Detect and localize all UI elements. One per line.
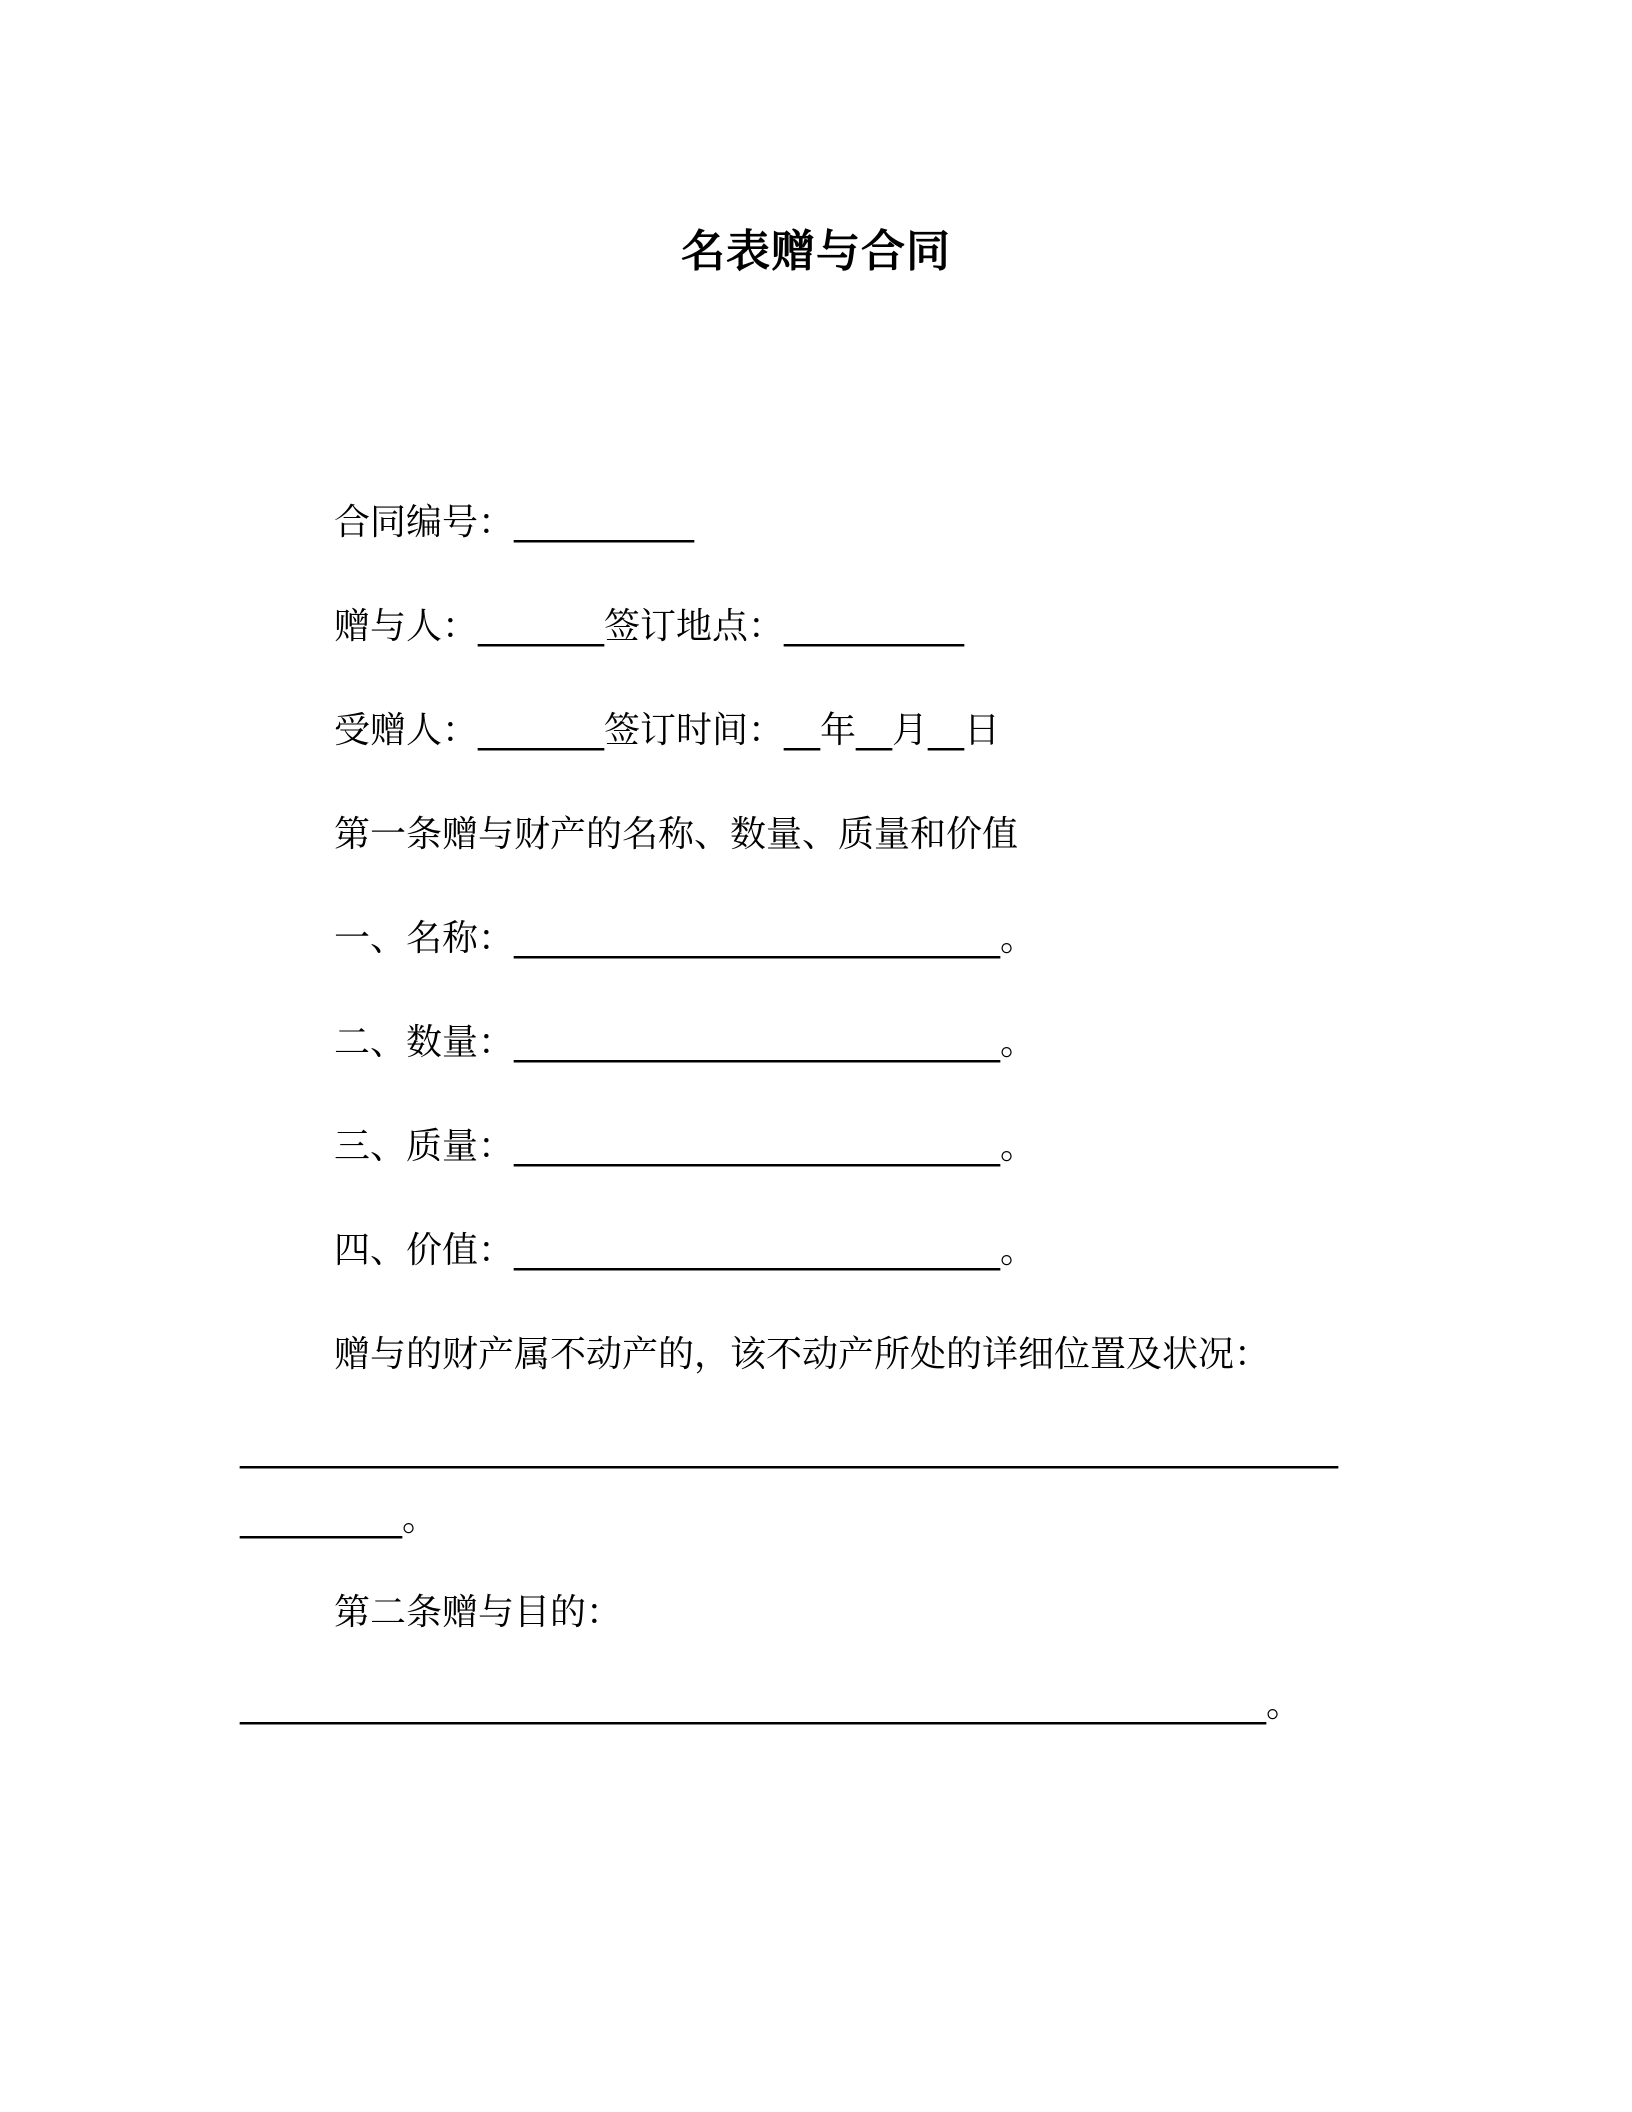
item-value-line: 四、价值：___________________________。 <box>334 1230 1037 1271</box>
purpose-blank-line: _________________________________________________________。 <box>240 1684 1302 1725</box>
item-name-line: 一、名称：___________________________。 <box>334 918 1037 959</box>
donor-signing-place-line: 赠与人：_______签订地点：__________ <box>334 606 965 647</box>
article-one-heading: 第一条赠与财产的名称、数量、质量和价值 <box>334 814 1019 855</box>
contract-number-line: 合同编号：__________ <box>334 502 695 543</box>
document-title: 名表赠与合同 <box>681 226 951 277</box>
item-quality-line: 三、质量：___________________________。 <box>334 1126 1037 1167</box>
article-two-heading: 第二条赠与目的： <box>334 1592 623 1633</box>
real-estate-blank-line-1: _____________________________________________________________ <box>240 1428 1338 1469</box>
real-estate-blank-line-2: _________。 <box>240 1498 439 1539</box>
real-estate-paragraph: 赠与的财产属不动产的，该不动产所处的详细位置及状况： <box>334 1334 1271 1375</box>
item-quantity-line: 二、数量：___________________________。 <box>334 1022 1037 1063</box>
donee-signing-time-line: 受赠人：_______签订时间：__年__月__日 <box>334 710 1001 751</box>
